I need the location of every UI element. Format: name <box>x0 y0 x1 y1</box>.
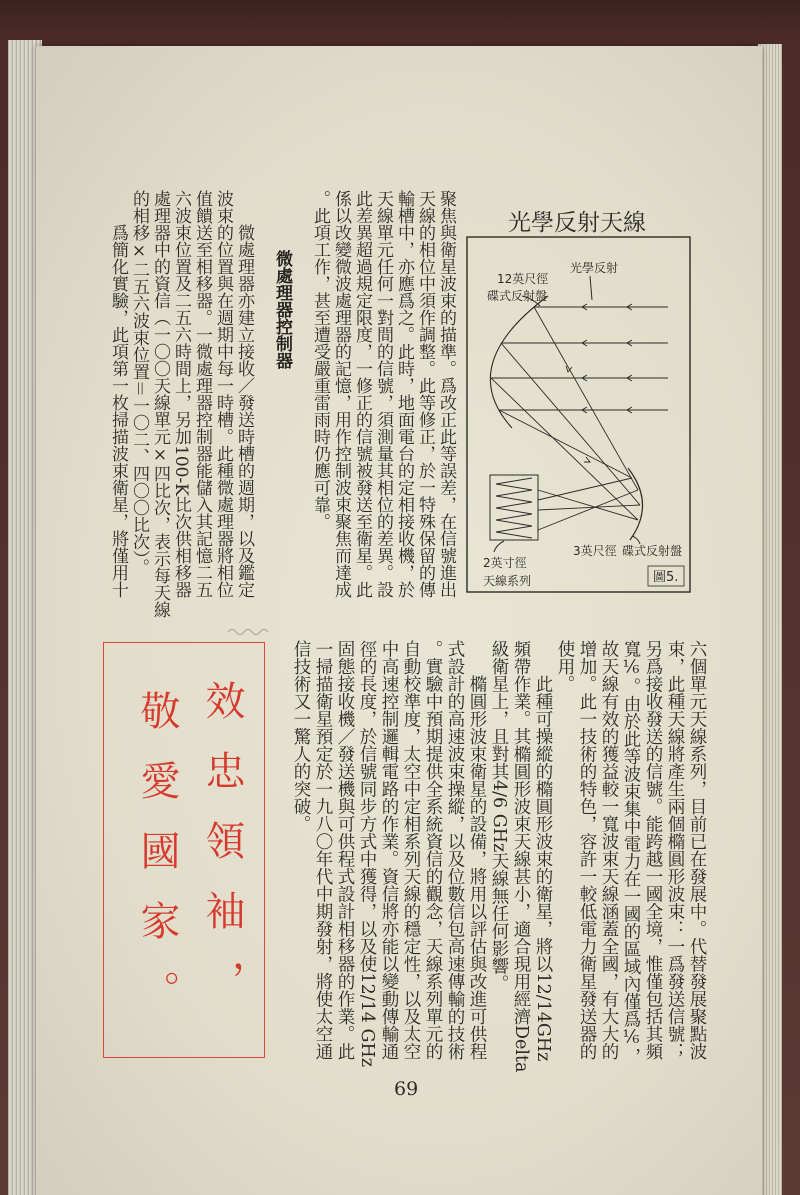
text-column: 的相移×二五六波束位置＝一〇二、四〇〇比次）。 <box>129 190 149 576</box>
upper-text-block-1 <box>309 190 456 610</box>
section-heading: 微處理器控制器 <box>272 250 292 369</box>
text-column: 使用。 <box>555 640 575 693</box>
text-column: 處理器中的資信（一〇〇天線單元×四比次，表示每天線 <box>150 190 170 618</box>
text-column: 微處理器亦建立接收／發送時槽的週期，以及鑑定 <box>234 224 254 598</box>
text-column: 一掃描衛星預定於一九八〇年代中期發射，將使太空通 <box>313 640 333 1060</box>
text-column: 故天線有效的獲益較一寬波束天線涵蓋全國，有大大的 <box>599 640 619 1060</box>
text-column: 係以改變微波處理器的記憶，用作控制波束聚焦而達成 <box>331 190 351 598</box>
antenna-array <box>490 475 538 540</box>
text-column: 天線單元任何一對間的信號，須測量其相位的差異。設 <box>373 190 393 598</box>
label-large-dish-type: 碟式反射盤 <box>487 289 548 303</box>
text-column: 聚焦與衛星波束的描準。爲改正此等誤差，在信號進出 <box>436 190 456 598</box>
lower-text-block <box>290 640 708 1073</box>
reflected-rays <box>491 307 640 530</box>
text-column: 橢圓形波束衛星的設備，將用以評估與改進可供程 <box>467 675 487 1060</box>
text-column: 信技術又一驚人的突破。 <box>291 640 311 833</box>
text-column: 束，此種天線將產生兩個橢圓形波束：一爲發送信號； <box>665 640 685 1060</box>
text-column: 增加。此一技術的特色，容許一較低電力衛星發送器的 <box>577 640 597 1060</box>
figure-optical-reflector-antenna <box>462 200 697 600</box>
text-column: 六個單元天線系列，目前已在發展中。代替發展聚點波 <box>687 640 707 1060</box>
label-small-dish-type: 碟式反射盤 <box>622 544 683 558</box>
label-large-dish-size: 12英尺徑 <box>497 272 549 286</box>
text-column: 波束的位置與在週期中每一時槽。此種微處理器將相位 <box>213 190 233 598</box>
text-column: 另爲接收發送的信號。能跨越一國全境，惟僅包括其頻 <box>643 640 663 1060</box>
text-column: 固態接收機／發送機與可供程式設計相移器的作業。此 <box>335 640 355 1060</box>
text-column: 。實驗中預期提供全系統資信的觀念，天線系列單元的 <box>423 640 443 1060</box>
leader-line <box>590 276 592 300</box>
slogan-left-column: 敬愛國家。 <box>134 690 180 1040</box>
text-column: 頻帶作業。其橢圓形波束天線甚小，適合現用經濟Delta <box>511 640 531 1073</box>
text-column: 此差異超過規定限度，一修正的信號被發送至衛星。此 <box>352 190 372 598</box>
leader-line <box>494 541 504 552</box>
text-column: 值饋送至相移器。一微處理器控制器能儲入其記憶二五 <box>192 190 212 598</box>
text-column: 自動校準度，太空中定相系列天線的穩定性，以及太空 <box>401 640 421 1060</box>
label-small-dish-size: 3英尺徑 <box>573 544 617 558</box>
text-column: 天線的相位中須作調整。此等修正，於一特殊保留的傳 <box>415 190 435 598</box>
label-optical-reflection: 光學反射 <box>570 261 619 275</box>
leader-line <box>632 536 640 544</box>
text-column: 輸槽中，亦應爲之。此時，地面電台的定相接收機，於 <box>394 190 414 598</box>
text-column: 爲簡化實驗，此項第一枚掃描波束衛星，將僅用十 <box>108 224 128 598</box>
label-array-size: 2英寸徑 <box>483 556 527 570</box>
page-number: 69 <box>394 1078 419 1100</box>
text-column: 。此項工作，甚至遭受嚴重雷雨時仍應可靠。 <box>310 190 330 530</box>
incoming-rays <box>491 304 668 413</box>
figure-caption: 圖5. <box>653 570 679 585</box>
decorative-wave <box>226 626 271 638</box>
text-column: 徑的長度，於信號同步方式中獲得，以及使12/14 GHz <box>357 640 377 1067</box>
label-array-type: 天線系列 <box>483 574 532 588</box>
text-column: 六波束位置及二五六時間上，另加100-K比次供相移器 <box>171 190 191 598</box>
text-column: 寬⅙。由於此等波束集中電力在一國的區域內僅爲⅙， <box>621 640 641 1065</box>
text-column: 此種可操縱的橢圓形波束的衛星，將以12/14GHz <box>533 675 553 1062</box>
text-column: 級衛星上，且對其4/6 GHz天線無任何影響。 <box>489 640 509 993</box>
text-column: 式設計的高速波束操縱，以及位數信包高速傳輸的技術 <box>445 640 465 1060</box>
slogan-right-column: 效忠領袖， <box>199 680 245 1030</box>
text-column: 中高速控制邏輯電路的作業。資信將亦能以變動傳輸通 <box>379 640 399 1060</box>
upper-text-block-2 <box>107 190 254 618</box>
figure-title: 光學反射天線 <box>508 210 646 236</box>
